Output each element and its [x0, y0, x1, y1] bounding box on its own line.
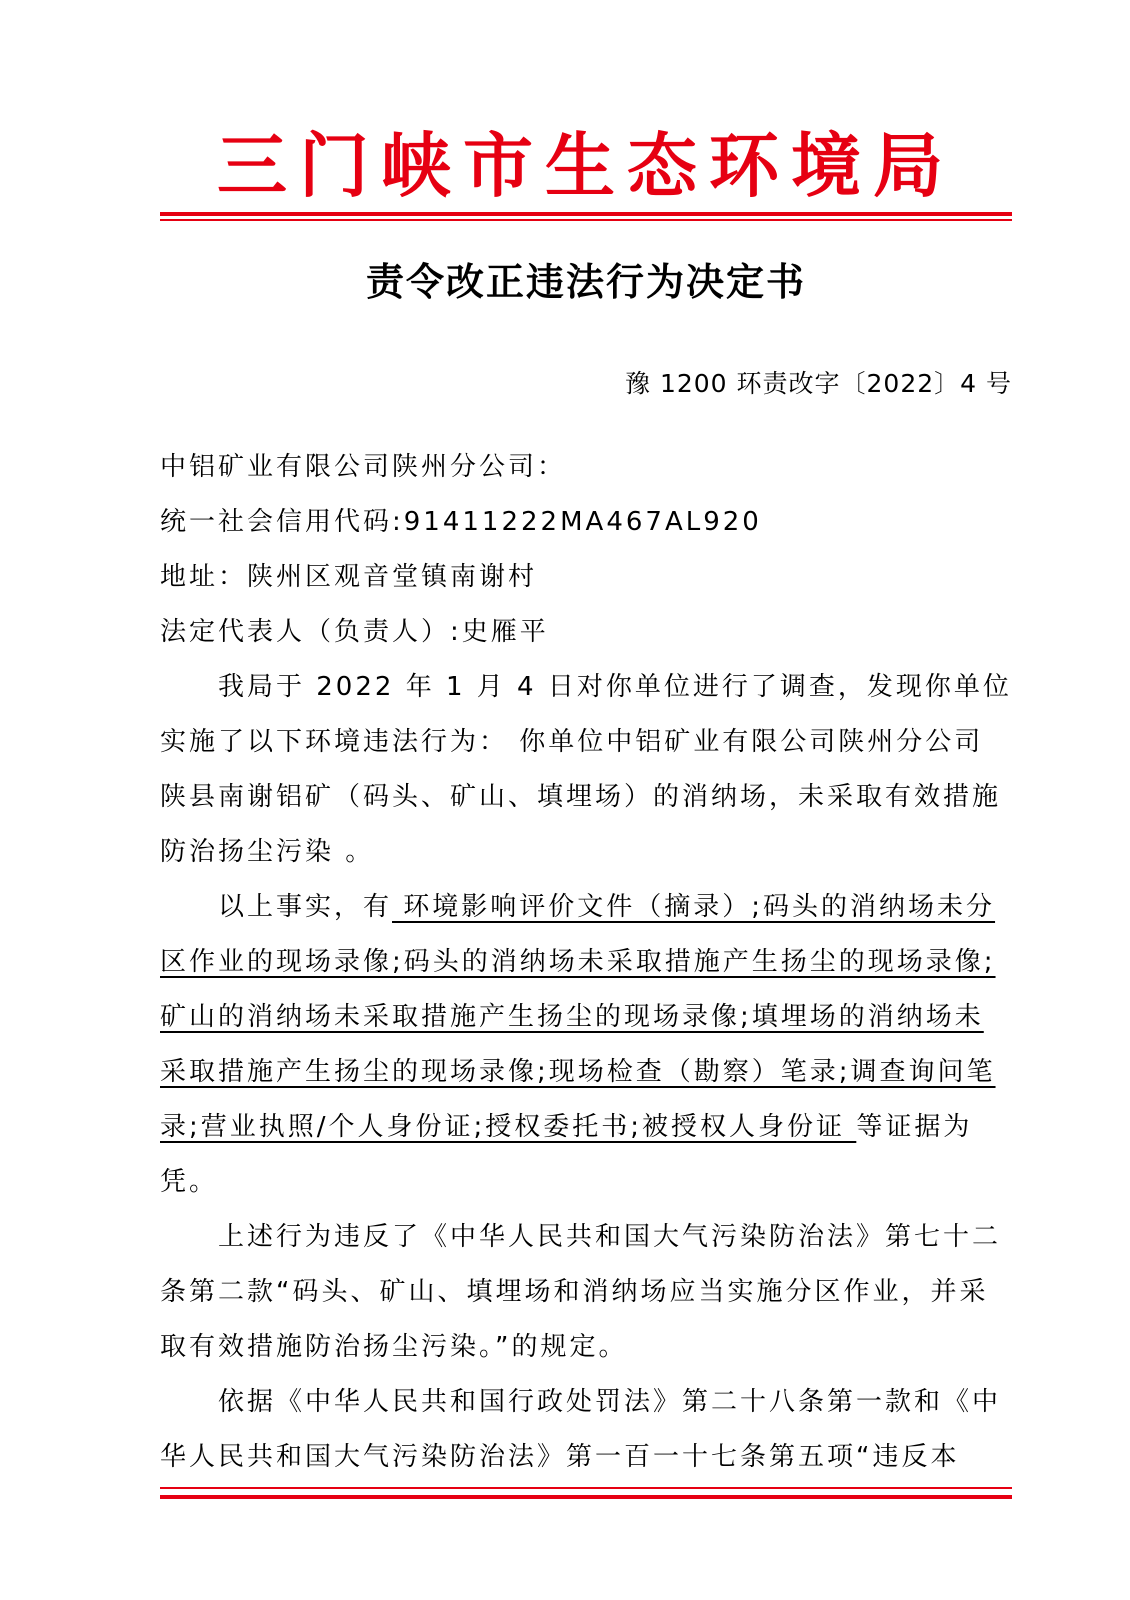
header-red-rule [160, 212, 1012, 216]
document-body [160, 440, 1012, 1485]
footer-red-rule-thick [160, 1495, 1012, 1499]
party-name: 中铝矿业有限公司陕州分公司： [160, 452, 567, 482]
document-title: 责令改正违法行为决定书 [365, 259, 806, 304]
evidence-list: 环境影响评价文件（摘录）;码头的消纳场未分区作业的现场录像;码头的消纳场未采取措施产生扬尘的现场录像;矿山的消纳场未采取措施产生扬尘的现场录像;填埋场的消纳场未采取措施产生扬尘的现场录像;现场检查（勘察）笔录;调查询问笔录;营业执照/个人身份证;授权委托书;被授权人身份证 [160, 892, 996, 1142]
evidence-suffix: 等证据为凭。 [160, 1112, 973, 1197]
evidence-prefix: 以上事实，有 [218, 892, 393, 922]
agency-masthead: 三门峡市生态环境局 [217, 124, 955, 207]
paragraph-evidence [160, 880, 1012, 1210]
party-credit-code: 统一社会信用代码:91411222MA467AL920 [160, 507, 762, 537]
paragraph-investigation: 我局于 2022 年 1 月 4 日对你单位进行了调查，发现你单位实施了以下环境违法行为： 你单位中铝矿业有限公司陕州分公司陕县南谢铝矿（码头、矿山、填埋场）的消纳场，未采取有效措施防治扬尘污染 。 [160, 672, 1012, 867]
footer-red-rule [160, 1487, 1012, 1489]
paragraph-violation: 上述行为违反了《中华人民共和国大气污染防治法》第七十二条第二款“码头、矿山、填埋场和消纳场应当实施分区作业，并采取有效措施防治扬尘污染。”的规定。 [160, 1222, 1002, 1362]
party-representative: 法定代表人（负责人）:史雁平 [160, 617, 549, 647]
header-red-rule-thin [160, 219, 1012, 221]
document-number: 豫 1200 环责改字〔2022〕4 号 [625, 369, 1012, 398]
party-address: 地址：陕州区观音堂镇南谢村 [160, 562, 538, 592]
paragraph-basis: 依据《中华人民共和国行政处罚法》第二十八条第一款和《中华人民共和国大气污染防治法》第一百一十七条第五项“违反本 [160, 1387, 1002, 1472]
